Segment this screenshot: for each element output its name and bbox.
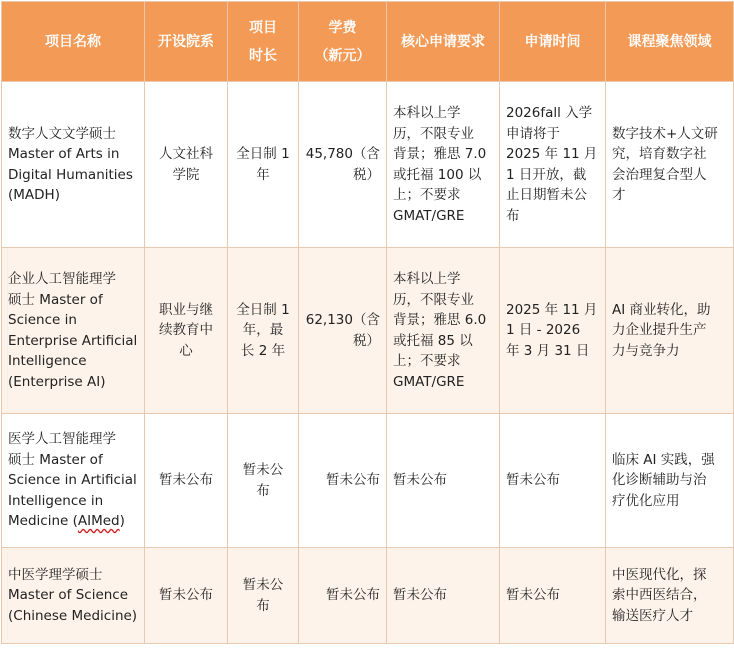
- header-requirements: 核心申请要求: [387, 2, 500, 82]
- cell-department: 人文社科 学院: [145, 82, 228, 248]
- cell-department: 暂未公布: [145, 548, 228, 644]
- cell-application-time: 2026fall 入学 申请将于 2025 年 11 月 1 日开放，截 止日期暂未公 布: [500, 82, 606, 248]
- header-tuition: 学费 （新元）: [299, 2, 387, 82]
- header-focus-area: 课程聚焦领域: [606, 2, 734, 82]
- cell-requirements: 暂未公布: [387, 548, 500, 644]
- table-header-row: [2, 2, 734, 82]
- cell-focus-area: AI 商业转化，助 力企业提升生产 力与竞争力: [606, 248, 734, 414]
- header-duration: 项目 时长: [228, 2, 299, 82]
- cell-tuition: 暂未公布: [299, 414, 387, 548]
- cell-application-time: 暂未公布: [500, 414, 606, 548]
- spellcheck-underlined-word: AIMed: [77, 513, 120, 530]
- cell-duration: 暂未公 布: [228, 414, 299, 548]
- cell-duration: 全日制 1 年: [228, 82, 299, 248]
- cell-focus-area: 数字技术+人文研 究，培育数字社 会治理复合型人 才: [606, 82, 734, 248]
- program-name-text: 医学人工智能理学 硕士 Master of Science in Artificial Intelligence in Medicine (: [8, 431, 137, 530]
- cell-focus-area: 中医现代化，探 索中西医结合， 输送医疗人才: [606, 548, 734, 644]
- cell-tuition: 暂未公布: [299, 548, 387, 644]
- cell-application-time: 2025 年 11 月 1 日 - 2026 年 3 月 31 日: [500, 248, 606, 414]
- cell-requirements: 暂未公布: [387, 414, 500, 548]
- cell-department: 职业与继 续教育中 心: [145, 248, 228, 414]
- cell-tuition: 62,130（含 税）: [299, 248, 387, 414]
- cell-duration: 暂未公 布: [228, 548, 299, 644]
- cell-program-name: 中医学理学硕士 Master of Science (Chinese Medicine): [2, 548, 145, 644]
- cell-requirements: 本科以上学 历，不限专业 背景；雅思 6.0 或托福 85 以 上；不要求 GMAT/GRE: [387, 248, 500, 414]
- cell-requirements: 本科以上学 历，不限专业 背景；雅思 7.0 或托福 100 以 上；不要求 GMAT/GRE: [387, 82, 500, 248]
- table-row: [2, 248, 734, 414]
- program-table: [1, 1, 734, 644]
- table-row: [2, 548, 734, 644]
- cell-program-name: [2, 414, 145, 548]
- table-row: [2, 82, 734, 248]
- cell-program-name: 数字人文文学硕士 Master of Arts in Digital Humanities (MADH): [2, 82, 145, 248]
- program-name-text-end: ): [119, 513, 125, 530]
- header-department: 开设院系: [145, 2, 228, 82]
- table-row: [2, 414, 734, 548]
- cell-duration: 全日制 1 年，最 长 2 年: [228, 248, 299, 414]
- cell-department: 暂未公布: [145, 414, 228, 548]
- header-program-name: 项目名称: [2, 2, 145, 82]
- cell-tuition: 45,780（含 税）: [299, 82, 387, 248]
- header-application-time: 申请时间: [500, 2, 606, 82]
- cell-application-time: 暂未公布: [500, 548, 606, 644]
- cell-focus-area: 临床 AI 实践，强 化诊断辅助与治 疗优化应用: [606, 414, 734, 548]
- cell-program-name: 企业人工智能理学 硕士 Master of Science in Enterprise Artificial Intelligence (Enterprise AI): [2, 248, 145, 414]
